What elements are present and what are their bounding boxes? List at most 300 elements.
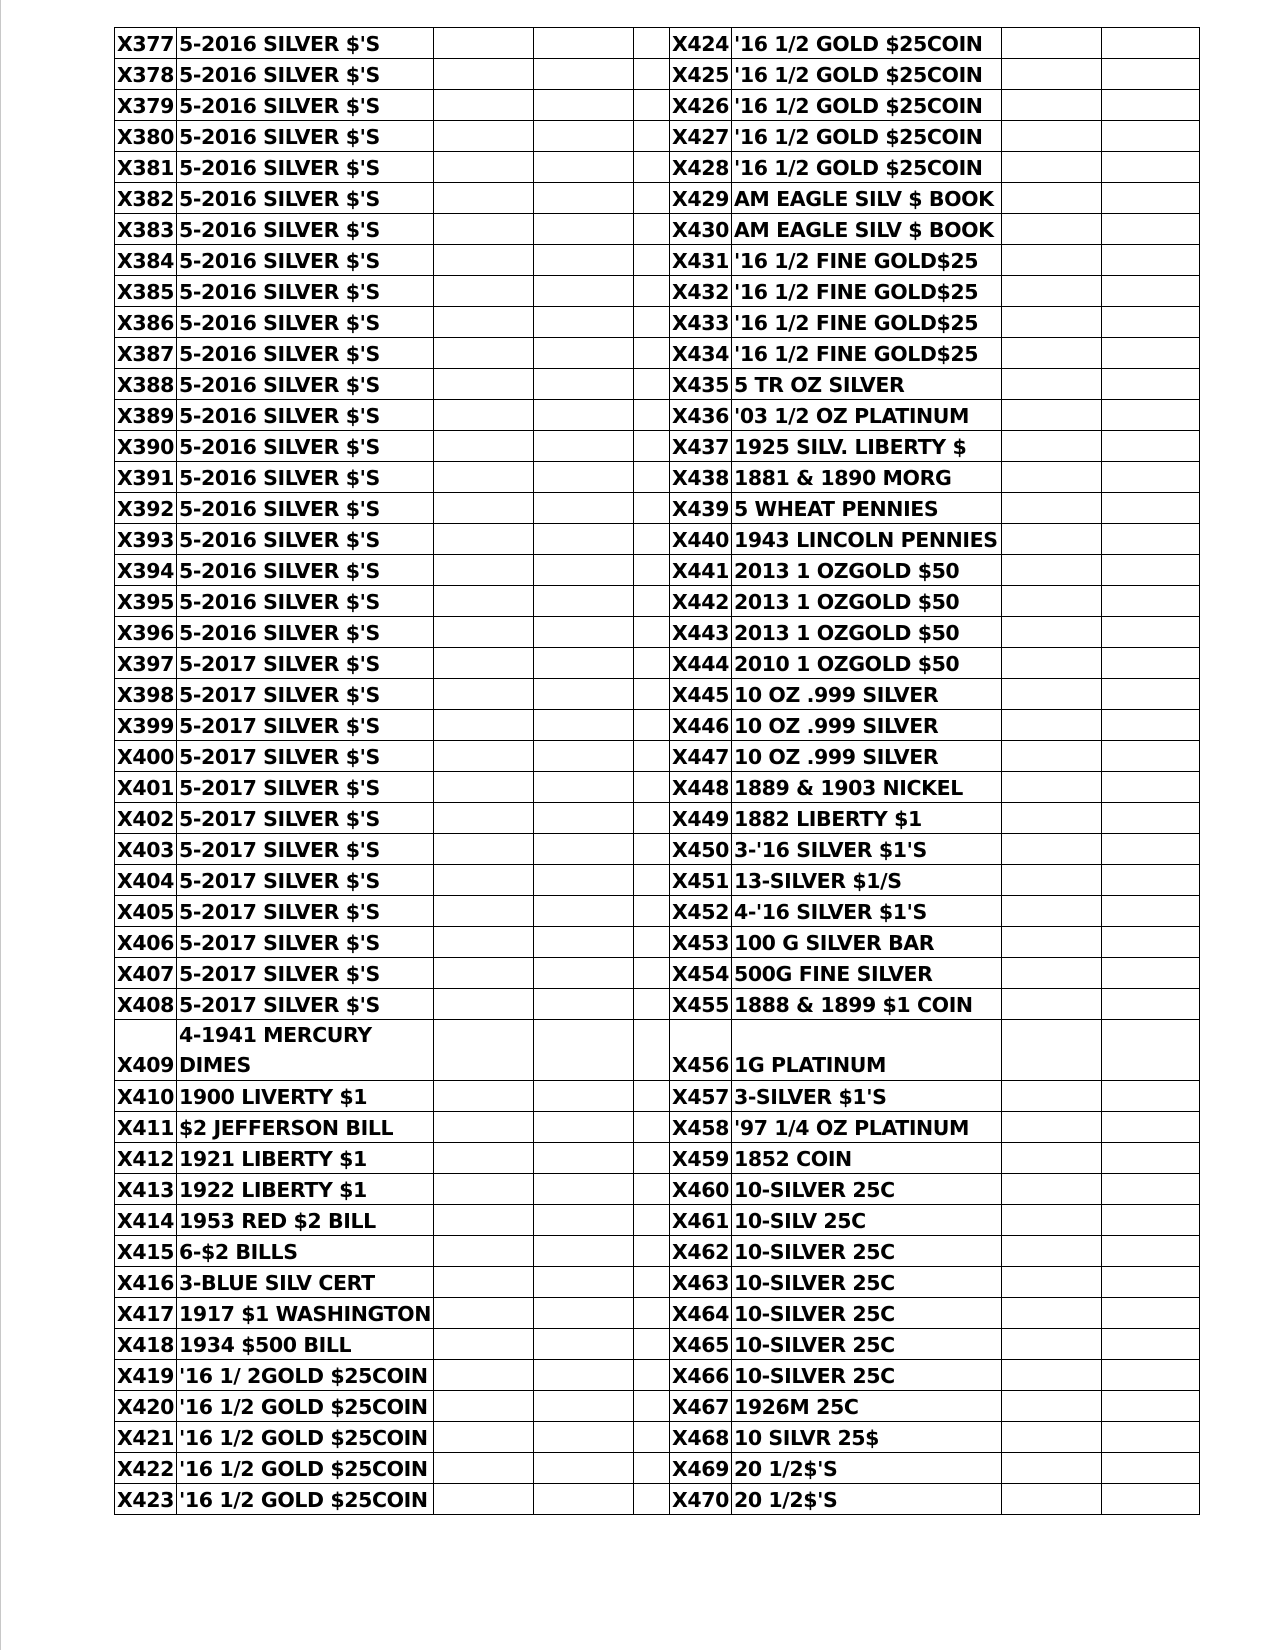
blank-cell-right-1 xyxy=(1001,1422,1101,1453)
blank-cell-left-1 xyxy=(433,214,533,245)
lot-number-left: X380 xyxy=(115,121,177,152)
blank-cell-left-1 xyxy=(433,28,533,59)
blank-cell-left-1 xyxy=(433,648,533,679)
description-right: 3-SILVER $1'S xyxy=(731,1081,1001,1112)
blank-cell-right-2 xyxy=(1101,1391,1199,1422)
lot-number-right: X459 xyxy=(669,1143,731,1174)
description-right: 1889 & 1903 NICKEL xyxy=(731,772,1001,803)
blank-cell-left-1 xyxy=(433,369,533,400)
lot-number-right: X456 xyxy=(669,1020,731,1081)
table-row xyxy=(115,121,1200,152)
blank-cell-left-1 xyxy=(433,772,533,803)
description-left: 5-2017 SILVER $'S xyxy=(177,772,434,803)
table-row xyxy=(115,1205,1200,1236)
blank-cell-right-2 xyxy=(1101,1174,1199,1205)
column-spacer xyxy=(633,741,669,772)
blank-cell-right-1 xyxy=(1001,1143,1101,1174)
blank-cell-right-1 xyxy=(1001,803,1101,834)
blank-cell-left-2 xyxy=(533,958,633,989)
description-right: 10 OZ .999 SILVER xyxy=(731,741,1001,772)
blank-cell-right-1 xyxy=(1001,276,1101,307)
blank-cell-right-2 xyxy=(1101,307,1199,338)
blank-cell-right-2 xyxy=(1101,1020,1199,1081)
blank-cell-left-1 xyxy=(433,1298,533,1329)
description-right: 10-SILVER 25C xyxy=(731,1329,1001,1360)
description-left: 5-2016 SILVER $'S xyxy=(177,121,434,152)
description-left: 5-2016 SILVER $'S xyxy=(177,338,434,369)
blank-cell-right-1 xyxy=(1001,1453,1101,1484)
lot-number-right: X463 xyxy=(669,1267,731,1298)
lot-number-left: X408 xyxy=(115,989,177,1020)
lot-number-right: X461 xyxy=(669,1205,731,1236)
lot-number-right: X425 xyxy=(669,59,731,90)
blank-cell-left-1 xyxy=(433,400,533,431)
blank-cell-right-1 xyxy=(1001,1236,1101,1267)
lot-number-right: X430 xyxy=(669,214,731,245)
blank-cell-left-1 xyxy=(433,183,533,214)
blank-cell-right-1 xyxy=(1001,400,1101,431)
lot-number-left: X395 xyxy=(115,586,177,617)
blank-cell-left-2 xyxy=(533,679,633,710)
lot-number-right: X426 xyxy=(669,90,731,121)
blank-cell-right-1 xyxy=(1001,1329,1101,1360)
blank-cell-left-1 xyxy=(433,803,533,834)
table-row xyxy=(115,1360,1200,1391)
lot-number-left: X388 xyxy=(115,369,177,400)
page-left-edge xyxy=(0,0,1,1650)
blank-cell-left-2 xyxy=(533,1020,633,1081)
lot-number-right: X438 xyxy=(669,462,731,493)
description-right: 10-SILVER 25C xyxy=(731,1298,1001,1329)
description-right: 20 1/2$'S xyxy=(731,1484,1001,1515)
column-spacer xyxy=(633,617,669,648)
blank-cell-left-1 xyxy=(433,1174,533,1205)
lot-number-right: X469 xyxy=(669,1453,731,1484)
description-left: 5-2016 SILVER $'S xyxy=(177,400,434,431)
lot-number-right: X467 xyxy=(669,1391,731,1422)
column-spacer xyxy=(633,1081,669,1112)
blank-cell-left-2 xyxy=(533,989,633,1020)
table-row xyxy=(115,431,1200,462)
table-row xyxy=(115,338,1200,369)
column-spacer xyxy=(633,183,669,214)
blank-cell-right-2 xyxy=(1101,90,1199,121)
lot-number-left: X394 xyxy=(115,555,177,586)
description-left: '16 1/2 GOLD $25COIN xyxy=(177,1484,434,1515)
column-spacer xyxy=(633,462,669,493)
lot-number-left: X401 xyxy=(115,772,177,803)
blank-cell-left-2 xyxy=(533,338,633,369)
description-left: 1922 LIBERTY $1 xyxy=(177,1174,434,1205)
column-spacer xyxy=(633,1236,669,1267)
description-left: 5-2017 SILVER $'S xyxy=(177,989,434,1020)
blank-cell-right-2 xyxy=(1101,834,1199,865)
lot-number-right: X428 xyxy=(669,152,731,183)
blank-cell-left-2 xyxy=(533,896,633,927)
table-row xyxy=(115,1081,1200,1112)
blank-cell-right-2 xyxy=(1101,152,1199,183)
blank-cell-left-1 xyxy=(433,958,533,989)
description-right: 4-'16 SILVER $1'S xyxy=(731,896,1001,927)
column-spacer xyxy=(633,896,669,927)
lot-number-left: X387 xyxy=(115,338,177,369)
column-spacer xyxy=(633,400,669,431)
description-right: 1882 LIBERTY $1 xyxy=(731,803,1001,834)
blank-cell-right-1 xyxy=(1001,834,1101,865)
blank-cell-left-2 xyxy=(533,59,633,90)
table-row xyxy=(115,462,1200,493)
blank-cell-left-1 xyxy=(433,896,533,927)
lot-number-left: X393 xyxy=(115,524,177,555)
table-row xyxy=(115,555,1200,586)
lot-number-left: X404 xyxy=(115,865,177,896)
lot-number-right: X449 xyxy=(669,803,731,834)
lot-number-left: X419 xyxy=(115,1360,177,1391)
blank-cell-left-2 xyxy=(533,524,633,555)
blank-cell-right-2 xyxy=(1101,59,1199,90)
blank-cell-right-1 xyxy=(1001,617,1101,648)
description-left: 5-2017 SILVER $'S xyxy=(177,710,434,741)
blank-cell-right-1 xyxy=(1001,214,1101,245)
lot-number-right: X466 xyxy=(669,1360,731,1391)
table-row xyxy=(115,1391,1200,1422)
blank-cell-right-1 xyxy=(1001,152,1101,183)
table-row xyxy=(115,1422,1200,1453)
lot-number-left: X400 xyxy=(115,741,177,772)
column-spacer xyxy=(633,710,669,741)
blank-cell-right-2 xyxy=(1101,865,1199,896)
description-right: 1888 & 1899 $1 COIN xyxy=(731,989,1001,1020)
blank-cell-left-2 xyxy=(533,648,633,679)
table-row xyxy=(115,927,1200,958)
description-right: '16 1/2 GOLD $25COIN xyxy=(731,59,1001,90)
lot-number-right: X441 xyxy=(669,555,731,586)
description-left: 1934 $500 BILL xyxy=(177,1329,434,1360)
blank-cell-left-1 xyxy=(433,989,533,1020)
blank-cell-left-2 xyxy=(533,1174,633,1205)
lot-number-right: X445 xyxy=(669,679,731,710)
lot-number-right: X443 xyxy=(669,617,731,648)
column-spacer xyxy=(633,59,669,90)
table-row xyxy=(115,648,1200,679)
column-spacer xyxy=(633,1453,669,1484)
column-spacer xyxy=(633,28,669,59)
lot-number-right: X424 xyxy=(669,28,731,59)
lot-number-left: X396 xyxy=(115,617,177,648)
lot-number-right: X468 xyxy=(669,1422,731,1453)
blank-cell-right-1 xyxy=(1001,958,1101,989)
blank-cell-right-1 xyxy=(1001,1391,1101,1422)
description-left: 1900 LIVERTY $1 xyxy=(177,1081,434,1112)
description-right: '16 1/2 FINE GOLD$25 xyxy=(731,276,1001,307)
blank-cell-right-2 xyxy=(1101,772,1199,803)
lot-number-right: X437 xyxy=(669,431,731,462)
lot-number-right: X435 xyxy=(669,369,731,400)
blank-cell-left-1 xyxy=(433,90,533,121)
blank-cell-right-1 xyxy=(1001,586,1101,617)
column-spacer xyxy=(633,1174,669,1205)
lot-number-left: X417 xyxy=(115,1298,177,1329)
column-spacer xyxy=(633,1112,669,1143)
blank-cell-right-1 xyxy=(1001,772,1101,803)
table-row xyxy=(115,59,1200,90)
column-spacer xyxy=(633,307,669,338)
description-right: '16 1/2 GOLD $25COIN xyxy=(731,152,1001,183)
blank-cell-right-2 xyxy=(1101,369,1199,400)
blank-cell-left-2 xyxy=(533,865,633,896)
table-row xyxy=(115,772,1200,803)
column-spacer xyxy=(633,431,669,462)
table-row xyxy=(115,369,1200,400)
blank-cell-right-2 xyxy=(1101,803,1199,834)
description-left: 5-2016 SILVER $'S xyxy=(177,152,434,183)
column-spacer xyxy=(633,586,669,617)
blank-cell-right-2 xyxy=(1101,1422,1199,1453)
lot-number-left: X392 xyxy=(115,493,177,524)
lot-number-left: X411 xyxy=(115,1112,177,1143)
blank-cell-left-1 xyxy=(433,1205,533,1236)
blank-cell-right-2 xyxy=(1101,1453,1199,1484)
description-left: 5-2016 SILVER $'S xyxy=(177,617,434,648)
lot-number-left: X378 xyxy=(115,59,177,90)
table-row xyxy=(115,741,1200,772)
blank-cell-right-2 xyxy=(1101,214,1199,245)
description-left: 5-2016 SILVER $'S xyxy=(177,493,434,524)
blank-cell-left-1 xyxy=(433,741,533,772)
lot-number-left: X377 xyxy=(115,28,177,59)
blank-cell-left-1 xyxy=(433,555,533,586)
blank-cell-right-1 xyxy=(1001,307,1101,338)
blank-cell-left-2 xyxy=(533,90,633,121)
blank-cell-right-2 xyxy=(1101,1360,1199,1391)
lot-number-right: X464 xyxy=(669,1298,731,1329)
lot-number-left: X418 xyxy=(115,1329,177,1360)
lot-number-left: X406 xyxy=(115,927,177,958)
column-spacer xyxy=(633,1484,669,1515)
blank-cell-right-2 xyxy=(1101,896,1199,927)
lot-number-right: X450 xyxy=(669,834,731,865)
blank-cell-right-2 xyxy=(1101,1112,1199,1143)
blank-cell-right-1 xyxy=(1001,183,1101,214)
table-row xyxy=(115,214,1200,245)
description-right: '97 1/4 OZ PLATINUM xyxy=(731,1112,1001,1143)
blank-cell-left-1 xyxy=(433,338,533,369)
lot-number-right: X442 xyxy=(669,586,731,617)
table-row xyxy=(115,1484,1200,1515)
description-left: 1953 RED $2 BILL xyxy=(177,1205,434,1236)
blank-cell-right-2 xyxy=(1101,710,1199,741)
lot-number-left: X389 xyxy=(115,400,177,431)
blank-cell-right-1 xyxy=(1001,90,1101,121)
description-right: 20 1/2$'S xyxy=(731,1453,1001,1484)
lot-number-right: X451 xyxy=(669,865,731,896)
blank-cell-right-1 xyxy=(1001,896,1101,927)
blank-cell-left-1 xyxy=(433,431,533,462)
description-right: 10-SILVER 25C xyxy=(731,1267,1001,1298)
description-left: 5-2017 SILVER $'S xyxy=(177,834,434,865)
lot-number-left: X398 xyxy=(115,679,177,710)
blank-cell-right-2 xyxy=(1101,1484,1199,1515)
description-left: 5-2016 SILVER $'S xyxy=(177,586,434,617)
description-right: 500G FINE SILVER xyxy=(731,958,1001,989)
blank-cell-left-2 xyxy=(533,493,633,524)
blank-cell-right-1 xyxy=(1001,28,1101,59)
table-row xyxy=(115,28,1200,59)
blank-cell-left-1 xyxy=(433,276,533,307)
table-row xyxy=(115,1174,1200,1205)
column-spacer xyxy=(633,1205,669,1236)
blank-cell-left-2 xyxy=(533,183,633,214)
table-row xyxy=(115,989,1200,1020)
lot-number-right: X452 xyxy=(669,896,731,927)
description-right: 5 TR OZ SILVER xyxy=(731,369,1001,400)
blank-cell-right-1 xyxy=(1001,1484,1101,1515)
blank-cell-left-2 xyxy=(533,1298,633,1329)
lot-number-right: X448 xyxy=(669,772,731,803)
description-left: 5-2016 SILVER $'S xyxy=(177,462,434,493)
blank-cell-left-2 xyxy=(533,1484,633,1515)
description-left: 5-2016 SILVER $'S xyxy=(177,555,434,586)
blank-cell-left-2 xyxy=(533,617,633,648)
blank-cell-right-1 xyxy=(1001,462,1101,493)
description-right: 2013 1 OZGOLD $50 xyxy=(731,617,1001,648)
description-right: 1925 SILV. LIBERTY $ xyxy=(731,431,1001,462)
lot-number-left: X422 xyxy=(115,1453,177,1484)
blank-cell-right-1 xyxy=(1001,1174,1101,1205)
blank-cell-right-2 xyxy=(1101,121,1199,152)
blank-cell-left-1 xyxy=(433,245,533,276)
table-row xyxy=(115,710,1200,741)
blank-cell-left-1 xyxy=(433,1484,533,1515)
table-row xyxy=(115,896,1200,927)
blank-cell-left-2 xyxy=(533,1236,633,1267)
column-spacer xyxy=(633,834,669,865)
blank-cell-right-2 xyxy=(1101,741,1199,772)
blank-cell-left-1 xyxy=(433,307,533,338)
lot-number-left: X407 xyxy=(115,958,177,989)
blank-cell-left-1 xyxy=(433,617,533,648)
column-spacer xyxy=(633,958,669,989)
blank-cell-left-1 xyxy=(433,1112,533,1143)
table-row xyxy=(115,276,1200,307)
lot-number-right: X434 xyxy=(669,338,731,369)
blank-cell-left-1 xyxy=(433,152,533,183)
lot-number-right: X465 xyxy=(669,1329,731,1360)
lot-number-left: X423 xyxy=(115,1484,177,1515)
description-left: 6-$2 BILLS xyxy=(177,1236,434,1267)
description-left: $2 JEFFERSON BILL xyxy=(177,1112,434,1143)
lot-number-left: X420 xyxy=(115,1391,177,1422)
blank-cell-right-1 xyxy=(1001,989,1101,1020)
table-row xyxy=(115,1236,1200,1267)
blank-cell-right-2 xyxy=(1101,1236,1199,1267)
column-spacer xyxy=(633,865,669,896)
lot-number-left: X409 xyxy=(115,1020,177,1081)
blank-cell-right-1 xyxy=(1001,338,1101,369)
table-row xyxy=(115,803,1200,834)
lot-number-left: X379 xyxy=(115,90,177,121)
lot-number-right: X462 xyxy=(669,1236,731,1267)
lot-number-left: X416 xyxy=(115,1267,177,1298)
lot-number-left: X415 xyxy=(115,1236,177,1267)
lot-number-right: X433 xyxy=(669,307,731,338)
table-row xyxy=(115,1453,1200,1484)
lot-number-left: X382 xyxy=(115,183,177,214)
table-row xyxy=(115,1112,1200,1143)
description-right: 5 WHEAT PENNIES xyxy=(731,493,1001,524)
blank-cell-right-2 xyxy=(1101,617,1199,648)
blank-cell-left-2 xyxy=(533,400,633,431)
blank-cell-left-2 xyxy=(533,772,633,803)
column-spacer xyxy=(633,1329,669,1360)
column-spacer xyxy=(633,679,669,710)
column-spacer xyxy=(633,152,669,183)
lot-number-right: X444 xyxy=(669,648,731,679)
description-right: 1943 LINCOLN PENNIES xyxy=(731,524,1001,555)
table-row xyxy=(115,307,1200,338)
lot-number-left: X381 xyxy=(115,152,177,183)
blank-cell-right-2 xyxy=(1101,245,1199,276)
blank-cell-left-1 xyxy=(433,586,533,617)
blank-cell-left-1 xyxy=(433,1020,533,1081)
description-right: 2013 1 OZGOLD $50 xyxy=(731,586,1001,617)
blank-cell-right-1 xyxy=(1001,431,1101,462)
table-row xyxy=(115,152,1200,183)
table-row xyxy=(115,493,1200,524)
lot-number-right: X446 xyxy=(669,710,731,741)
table-row xyxy=(115,1329,1200,1360)
blank-cell-right-2 xyxy=(1101,462,1199,493)
description-right: 1G PLATINUM xyxy=(731,1020,1001,1081)
blank-cell-left-2 xyxy=(533,1205,633,1236)
column-spacer xyxy=(633,648,669,679)
table-row xyxy=(115,958,1200,989)
lot-number-left: X414 xyxy=(115,1205,177,1236)
blank-cell-left-1 xyxy=(433,1236,533,1267)
column-spacer xyxy=(633,121,669,152)
lot-number-left: X386 xyxy=(115,307,177,338)
blank-cell-left-2 xyxy=(533,1081,633,1112)
blank-cell-right-1 xyxy=(1001,1020,1101,1081)
blank-cell-right-2 xyxy=(1101,338,1199,369)
description-left: 5-2017 SILVER $'S xyxy=(177,927,434,958)
blank-cell-right-2 xyxy=(1101,431,1199,462)
blank-cell-left-1 xyxy=(433,462,533,493)
blank-cell-right-1 xyxy=(1001,1267,1101,1298)
blank-cell-left-1 xyxy=(433,1081,533,1112)
blank-cell-right-2 xyxy=(1101,927,1199,958)
description-right: '16 1/2 FINE GOLD$25 xyxy=(731,307,1001,338)
blank-cell-left-2 xyxy=(533,803,633,834)
description-left: 5-2016 SILVER $'S xyxy=(177,183,434,214)
blank-cell-right-2 xyxy=(1101,1205,1199,1236)
blank-cell-right-1 xyxy=(1001,1112,1101,1143)
blank-cell-left-1 xyxy=(433,1391,533,1422)
blank-cell-right-2 xyxy=(1101,555,1199,586)
blank-cell-left-2 xyxy=(533,1143,633,1174)
lot-number-right: X447 xyxy=(669,741,731,772)
description-left: 5-2017 SILVER $'S xyxy=(177,958,434,989)
column-spacer xyxy=(633,493,669,524)
blank-cell-right-2 xyxy=(1101,1329,1199,1360)
blank-cell-right-1 xyxy=(1001,710,1101,741)
column-spacer xyxy=(633,1298,669,1329)
description-right: 2013 1 OZGOLD $50 xyxy=(731,555,1001,586)
blank-cell-left-2 xyxy=(533,1453,633,1484)
lot-number-right: X427 xyxy=(669,121,731,152)
description-left: 3-BLUE SILV CERT xyxy=(177,1267,434,1298)
blank-cell-left-2 xyxy=(533,1267,633,1298)
